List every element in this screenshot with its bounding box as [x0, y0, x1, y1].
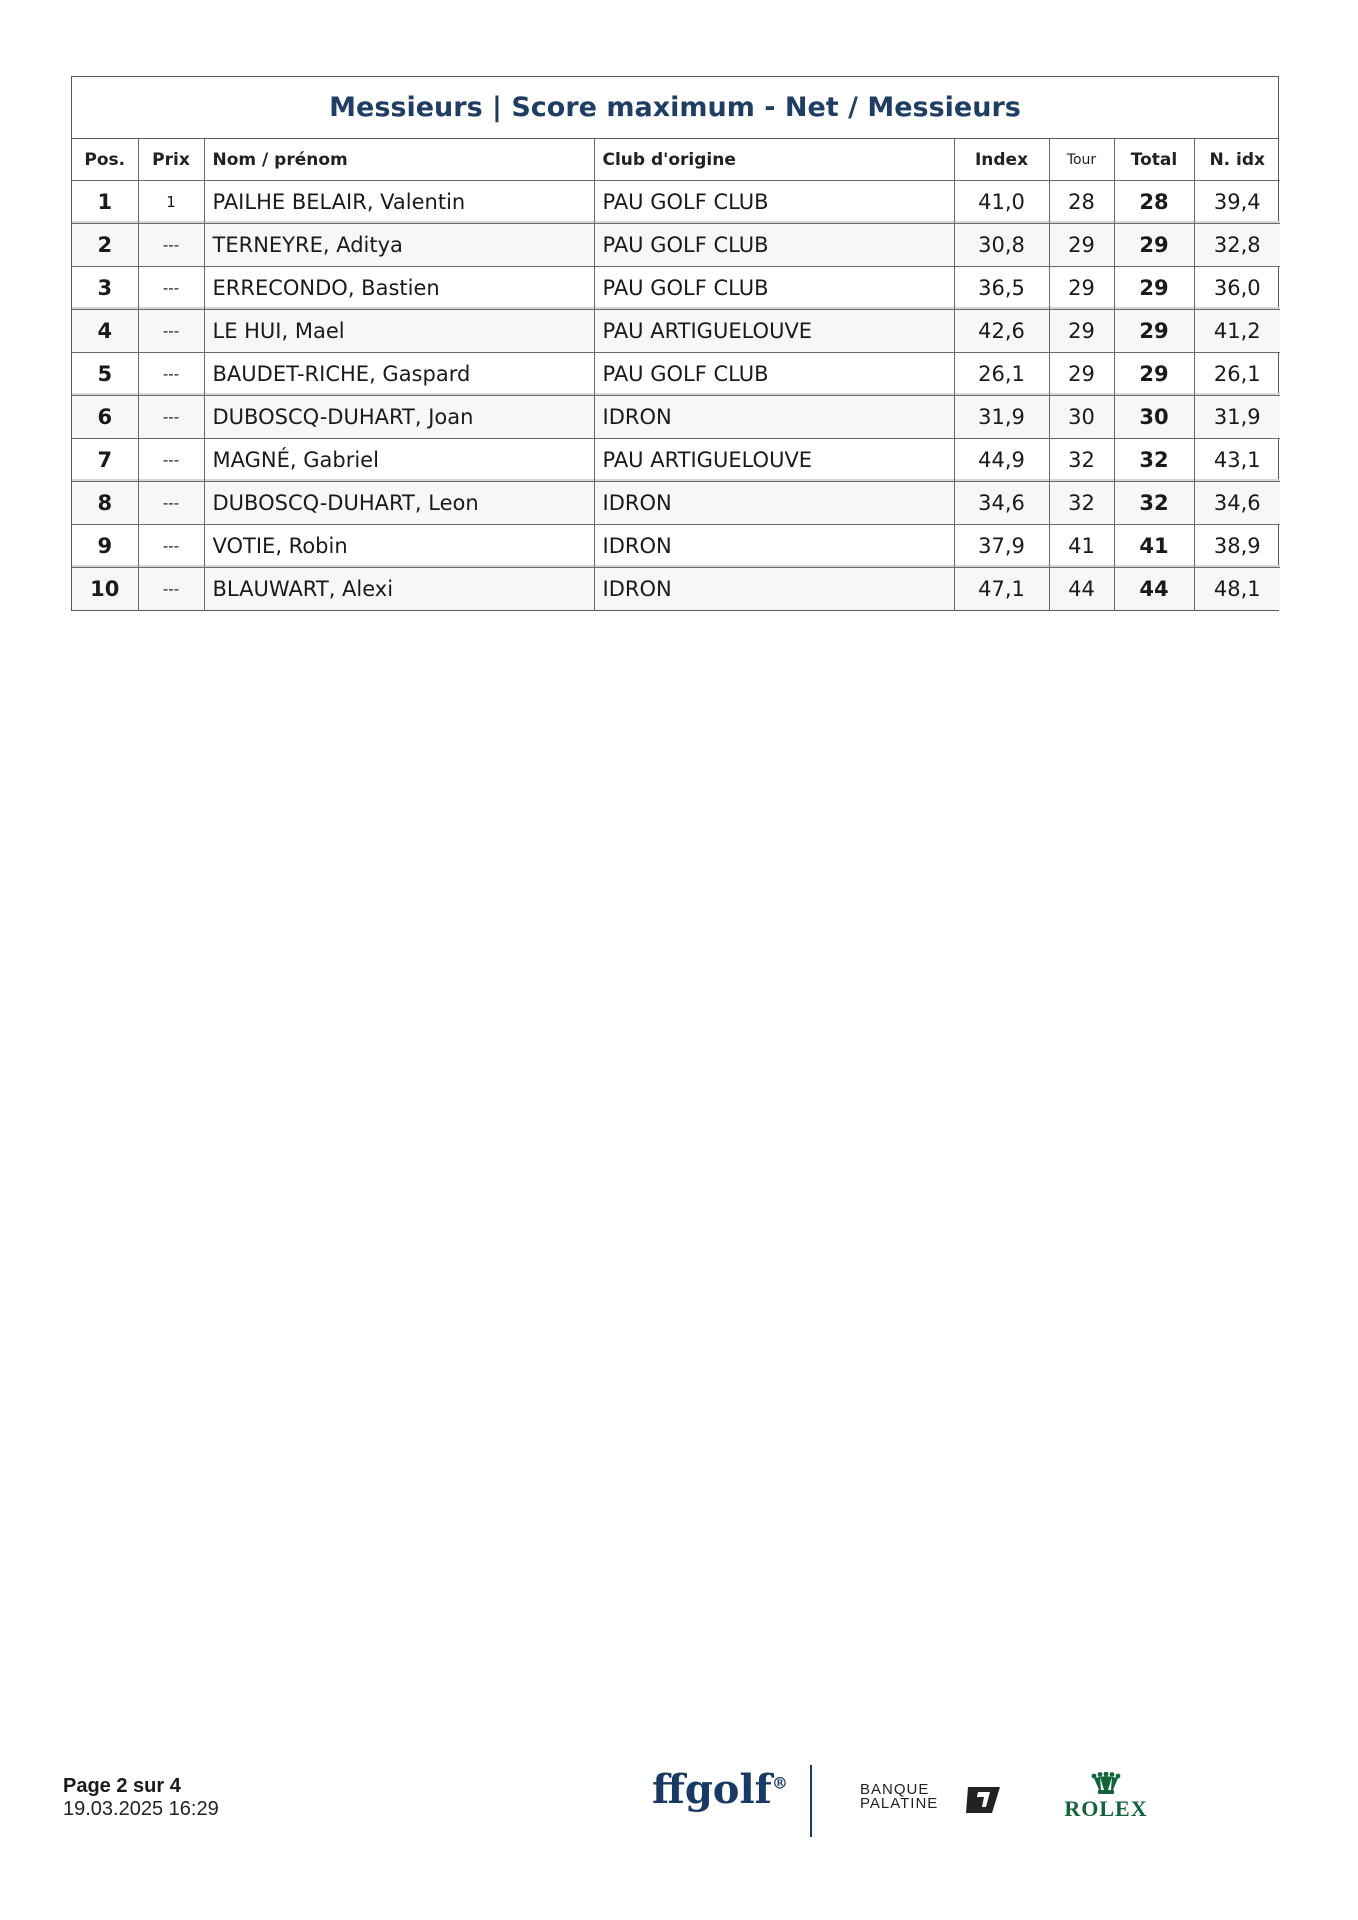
- cell-pos: 9: [72, 525, 138, 568]
- cell-tour: 32: [1049, 482, 1114, 525]
- cell-index: 36,5: [954, 267, 1049, 310]
- cell-pos: 10: [72, 568, 138, 611]
- cell-total: 29: [1114, 224, 1194, 267]
- cell-index: 41,0: [954, 181, 1049, 224]
- cell-index: 31,9: [954, 396, 1049, 439]
- page-number: Page 2 sur 4: [63, 1775, 181, 1797]
- table-header-row: [72, 139, 1280, 181]
- col-header-tour: Tour: [1049, 139, 1114, 181]
- col-header-club: Club d'origine: [594, 139, 954, 181]
- cell-pos: 4: [72, 310, 138, 353]
- cell-nom: VOTIE, Robin: [204, 525, 594, 568]
- cell-nom: PAILHE BELAIR, Valentin: [204, 181, 594, 224]
- cell-pos: 3: [72, 267, 138, 310]
- cell-index: 44,9: [954, 439, 1049, 482]
- cell-total: 30: [1114, 396, 1194, 439]
- ffgolf-logo: [652, 1766, 788, 1813]
- cell-tour: 28: [1049, 181, 1114, 224]
- col-header-index: Index: [954, 139, 1049, 181]
- cell-nom: BLAUWART, Alexi: [204, 568, 594, 611]
- cell-nidx: 26,1: [1194, 353, 1280, 396]
- cell-nidx: 43,1: [1194, 439, 1280, 482]
- cell-club: IDRON: [594, 482, 954, 525]
- cell-nom: BAUDET-RICHE, Gaspard: [204, 353, 594, 396]
- cell-total: 44: [1114, 568, 1194, 611]
- cell-pos: 8: [72, 482, 138, 525]
- cell-prix: ---: [138, 482, 204, 525]
- ffgolf-wordmark: ffgolf: [652, 1766, 772, 1813]
- col-header-total: Total: [1114, 139, 1194, 181]
- cell-club: PAU GOLF CLUB: [594, 224, 954, 267]
- cell-club: IDRON: [594, 396, 954, 439]
- results-table-panel: [71, 76, 1279, 611]
- cell-tour: 29: [1049, 353, 1114, 396]
- cell-tour: 44: [1049, 568, 1114, 611]
- cell-index: 42,6: [954, 310, 1049, 353]
- cell-nom: LE HUI, Mael: [204, 310, 594, 353]
- cell-total: 41: [1114, 525, 1194, 568]
- cell-nidx: 41,2: [1194, 310, 1280, 353]
- page-footer-info: [63, 1775, 219, 1821]
- cell-prix: ---: [138, 396, 204, 439]
- cell-nidx: 31,9: [1194, 396, 1280, 439]
- banque-line-2: PALATINE: [860, 1795, 939, 1812]
- cell-nom: DUBOSCQ-DUHART, Leon: [204, 482, 594, 525]
- cell-nidx: 48,1: [1194, 568, 1280, 611]
- print-datetime: 19.03.2025 16:29: [63, 1798, 219, 1820]
- cell-pos: 6: [72, 396, 138, 439]
- cell-nom: ERRECONDO, Bastien: [204, 267, 594, 310]
- cell-club: PAU GOLF CLUB: [594, 181, 954, 224]
- cell-prix: ---: [138, 568, 204, 611]
- col-header-prix: Prix: [138, 139, 204, 181]
- cell-pos: 1: [72, 181, 138, 224]
- cell-club: PAU ARTIGUELOUVE: [594, 310, 954, 353]
- table-row: [72, 353, 1280, 396]
- cell-prix: ---: [138, 224, 204, 267]
- cell-tour: 29: [1049, 267, 1114, 310]
- cell-nidx: 32,8: [1194, 224, 1280, 267]
- cell-index: 47,1: [954, 568, 1049, 611]
- cell-tour: 30: [1049, 396, 1114, 439]
- cell-club: PAU ARTIGUELOUVE: [594, 439, 954, 482]
- cell-club: PAU GOLF CLUB: [594, 353, 954, 396]
- col-header-nidx: N. idx: [1194, 139, 1280, 181]
- cell-tour: 29: [1049, 224, 1114, 267]
- cell-prix: ---: [138, 267, 204, 310]
- table-row: [72, 310, 1280, 353]
- table-title: Messieurs | Score maximum - Net / Messieurs: [72, 77, 1278, 139]
- table-row: [72, 439, 1280, 482]
- cell-pos: 5: [72, 353, 138, 396]
- cell-prix: 1: [138, 181, 204, 224]
- cell-total: 32: [1114, 439, 1194, 482]
- cell-tour: 32: [1049, 439, 1114, 482]
- cell-nidx: 39,4: [1194, 181, 1280, 224]
- cell-total: 29: [1114, 310, 1194, 353]
- rolex-logo: [1058, 1772, 1154, 1822]
- cell-nidx: 36,0: [1194, 267, 1280, 310]
- cell-prix: ---: [138, 439, 204, 482]
- cell-nom: TERNEYRE, Aditya: [204, 224, 594, 267]
- table-row: [72, 525, 1280, 568]
- banque-line-1: BANQUE: [860, 1781, 930, 1798]
- cell-nidx: 34,6: [1194, 482, 1280, 525]
- palatine-emblem-icon: [964, 1783, 1002, 1815]
- logo-divider: [810, 1765, 812, 1837]
- table-row: [72, 224, 1280, 267]
- table-row: [72, 568, 1280, 611]
- cell-prix: ---: [138, 353, 204, 396]
- cell-tour: 41: [1049, 525, 1114, 568]
- cell-nidx: 38,9: [1194, 525, 1280, 568]
- registered-mark: ®: [771, 1773, 788, 1793]
- col-header-pos: Pos.: [72, 139, 138, 181]
- table-row: [72, 396, 1280, 439]
- cell-total: 32: [1114, 482, 1194, 525]
- cell-club: IDRON: [594, 568, 954, 611]
- cell-prix: ---: [138, 525, 204, 568]
- cell-nom: DUBOSCQ-DUHART, Joan: [204, 396, 594, 439]
- rolex-wordmark: ROLEX: [1064, 1796, 1148, 1821]
- cell-index: 30,8: [954, 224, 1049, 267]
- cell-index: 37,9: [954, 525, 1049, 568]
- table-row: [72, 181, 1280, 224]
- cell-total: 29: [1114, 267, 1194, 310]
- table-row: [72, 482, 1280, 525]
- cell-index: 34,6: [954, 482, 1049, 525]
- banque-palatine-logo: [860, 1783, 1005, 1819]
- cell-prix: ---: [138, 310, 204, 353]
- cell-club: PAU GOLF CLUB: [594, 267, 954, 310]
- cell-pos: 7: [72, 439, 138, 482]
- results-table: [72, 139, 1280, 610]
- cell-total: 28: [1114, 181, 1194, 224]
- crown-icon: [1091, 1772, 1121, 1796]
- cell-pos: 2: [72, 224, 138, 267]
- cell-tour: 29: [1049, 310, 1114, 353]
- cell-nom: MAGNÉ, Gabriel: [204, 439, 594, 482]
- cell-club: IDRON: [594, 525, 954, 568]
- col-header-nom: Nom / prénom: [204, 139, 594, 181]
- table-row: [72, 267, 1280, 310]
- cell-total: 29: [1114, 353, 1194, 396]
- cell-index: 26,1: [954, 353, 1049, 396]
